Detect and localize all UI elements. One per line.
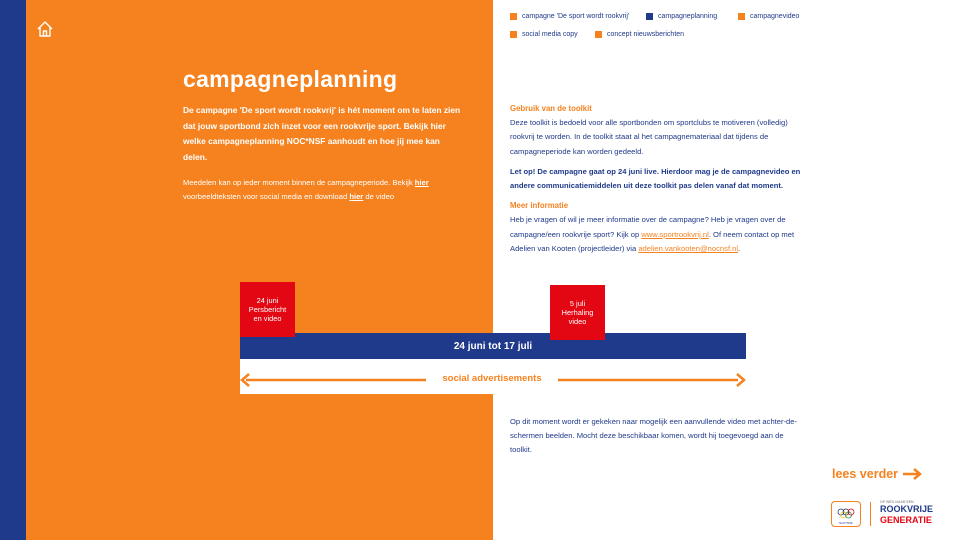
home-icon[interactable]	[36, 20, 54, 38]
nav-square-icon	[738, 13, 745, 20]
nav-square-icon	[646, 13, 653, 20]
milestone-herhaling: 5 juli Herhaling video	[550, 285, 605, 340]
nav-square-icon	[510, 31, 517, 38]
toolkit-section	[510, 102, 810, 256]
nav-item-campagneplanning[interactable]: campagneplanning	[646, 13, 717, 20]
campaign-period-bar: 24 juni tot 17 juli	[240, 333, 746, 359]
nav-item-social-media-copy[interactable]: social media copy	[510, 31, 578, 38]
logo-divider	[870, 502, 871, 526]
left-accent-bar	[0, 0, 26, 540]
email-link[interactable]: adelien.vankooten@nocnsf.nl	[638, 243, 739, 253]
nav-square-icon	[510, 13, 517, 20]
nav-item-campagne[interactable]: campagne 'De sport wordt rookvrij'	[510, 13, 629, 20]
social-texts-link[interactable]: hier	[414, 178, 429, 187]
toolkit-heading: Gebruik van de toolkit	[510, 104, 592, 113]
nav-item-campagnevideo[interactable]: campagnevideo	[738, 13, 799, 20]
arrow-right-icon	[903, 468, 923, 480]
social-ads-label: social advertisements	[442, 373, 542, 384]
toolkit-body: Deze toolkit is bedoeld voor alle sportbonden om sportclubs te motiveren (volledig) rookvrij te worden. In de toolkit staat al het campagnemateriaal dat tijdens de campagneperiode kan worden gedeeld.	[510, 118, 788, 156]
nav-square-icon	[595, 31, 602, 38]
info-body: Heb je vragen of wil je meer informatie over de campagne? Heb je vragen over de campagne/een rookvrije sport? Kijk op www.sportrookvrij.nl. Of neem contact op met Adelien van Kooten (projectleider) via adelien.vankooten@nocnsf.nl.	[510, 215, 795, 253]
rookvrije-generatie-logo: OP WEG NAAR EEN ROOKVRIJE GENERATIE	[880, 500, 934, 525]
olympic-rings-icon	[836, 507, 856, 521]
toolkit-warning: Let op! De campagne gaat op 24 juni live. Hierdoor mag je de campagnevideo en andere communicatiemiddelen uit deze toolkit pas delen vanaf dat moment.	[510, 166, 801, 191]
info-heading: Meer informatie	[510, 201, 569, 211]
noc-nsf-logo: NOC*NSF	[831, 501, 861, 527]
extra-video-note: Op dit moment wordt er gekeken naar mogelijk een aanvullende video met achter-de-schermen beelden. Mocht deze beschikbaar komen, wordt hij toegevoegd aan de toolkit.	[510, 417, 798, 455]
milestone-persbericht: 24 juni Persbericht en video	[240, 282, 295, 337]
share-note: Meedelen kan op ieder moment binnen de campagneperiode. Bekijk hier voorbeeldteksten voor social media en download hier de video	[183, 178, 429, 201]
nav-item-nieuwsberichten[interactable]: concept nieuwsberichten	[595, 31, 684, 38]
website-link[interactable]: www.sportrookvrij.nl	[641, 229, 709, 239]
intro-text: De campagne 'De sport wordt rookvrij' is hét moment om te laten zien dat jouw sportbond zich inzet voor een rookvrije sport. Bekijk hier welke campagneplanning NOC*NSF aanhoudt en hoe jij mee kan delen.	[183, 105, 461, 162]
page-title: campagneplanning	[183, 66, 398, 92]
video-download-link[interactable]: hier	[349, 192, 364, 201]
read-more-button[interactable]: lees verder	[832, 467, 923, 481]
